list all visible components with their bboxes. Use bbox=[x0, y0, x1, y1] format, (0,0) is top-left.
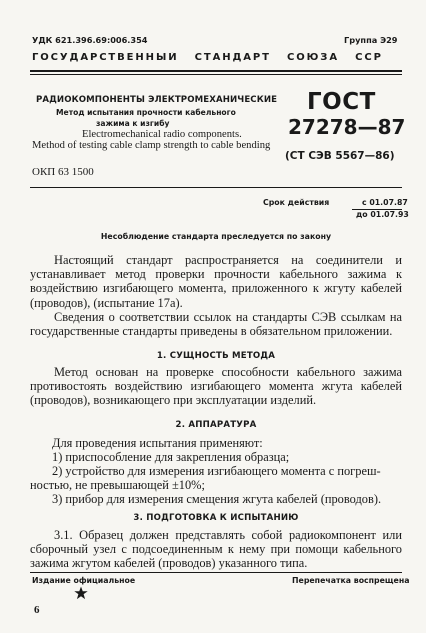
udc-code: УДК 621.396.69:006.354 bbox=[32, 35, 148, 45]
title-en-2: Method of testing cable clamp strength to cable bending bbox=[32, 140, 271, 151]
gost-label: ГОСТ bbox=[307, 89, 376, 115]
section-2-item-2b: ностью, не превышающей ±10%; bbox=[30, 478, 205, 492]
st-sev-number: (СТ СЭВ 5567—86) bbox=[285, 150, 395, 162]
section-2-item-3: 3) прибор для измерения смещения жгута кабелей (проводов). bbox=[52, 492, 382, 506]
validity-from: с 01.07.87 bbox=[362, 198, 408, 207]
validity-label: Срок действия bbox=[263, 198, 330, 207]
title-rule bbox=[30, 187, 402, 188]
section-3-text: 3.1. Образец должен представлять собой радиокомпонент или сборочный узел с подсоединенным к нему при помощи кабельного зажима жгутом кабелей (проводов) указанного типа. bbox=[30, 528, 402, 571]
section-2-lead: Для проведения испытания применяют: bbox=[52, 436, 263, 450]
okp-code: ОКП 63 1500 bbox=[32, 166, 94, 178]
section-1-heading: 1. СУЩНОСТЬ МЕТОДА bbox=[156, 351, 276, 361]
footer-rule bbox=[30, 572, 402, 573]
state-standard-banner: ГОСУДАРСТВЕННЫЙ СТАНДАРТ СОЮЗА ССР bbox=[32, 52, 383, 63]
validity-to: до 01.07.93 bbox=[356, 210, 409, 219]
section-2-heading: 2. АППАРАТУРА bbox=[175, 420, 257, 430]
top-rule-thick bbox=[30, 70, 402, 72]
top-rule-thin bbox=[30, 74, 402, 75]
title-ru-sub-2: зажима к изгибу bbox=[96, 119, 170, 128]
official-edition: Издание официальное bbox=[32, 576, 136, 585]
star-icon bbox=[74, 586, 88, 600]
section-1-text: Метод основан на проверке способности кабельного зажима противостоять воздействию изгибающего момента жгута кабелей (проводов), возникающего при эксплуатации изделий. bbox=[30, 365, 402, 408]
title-ru-main: РАДИОКОМПОНЕНТЫ ЭЛЕКТРОМЕХАНИЧЕСКИЕ bbox=[36, 95, 278, 105]
page-number: 6 bbox=[34, 604, 40, 616]
group-code: Группа Э29 bbox=[344, 35, 398, 45]
title-en-1: Electromechanical radio components. bbox=[82, 129, 242, 140]
gost-number: 27278—87 bbox=[288, 115, 406, 139]
intro-paragraph-2: Сведения о соответствии ссылок на стандарты СЭВ ссылкам на государственные стандарты приведены в обязательном приложении. bbox=[30, 310, 402, 339]
intro-paragraph-1: Настоящий стандарт распространяется на соединители и устанавливает метод проверки прочности кабельного зажима к воздействию изгибающего момента, приложенного к жгуту кабелей (проводов), (испытание 17а). bbox=[30, 253, 402, 310]
section-3-heading: 3. ПОДГОТОВКА К ИСПЫТАНИЮ bbox=[133, 513, 299, 523]
reprint-prohibited: Перепечатка воспрещена bbox=[292, 576, 410, 585]
section-2-item-2a: 2) устройство для измерения изгибающего момента с погреш- bbox=[52, 464, 381, 478]
section-2-item-1: 1) приспособление для закрепления образца; bbox=[52, 450, 290, 464]
legal-notice: Несоблюдение стандарта преследуется по закону bbox=[100, 232, 332, 241]
title-ru-sub-1: Метод испытания прочности кабельного bbox=[56, 108, 236, 117]
